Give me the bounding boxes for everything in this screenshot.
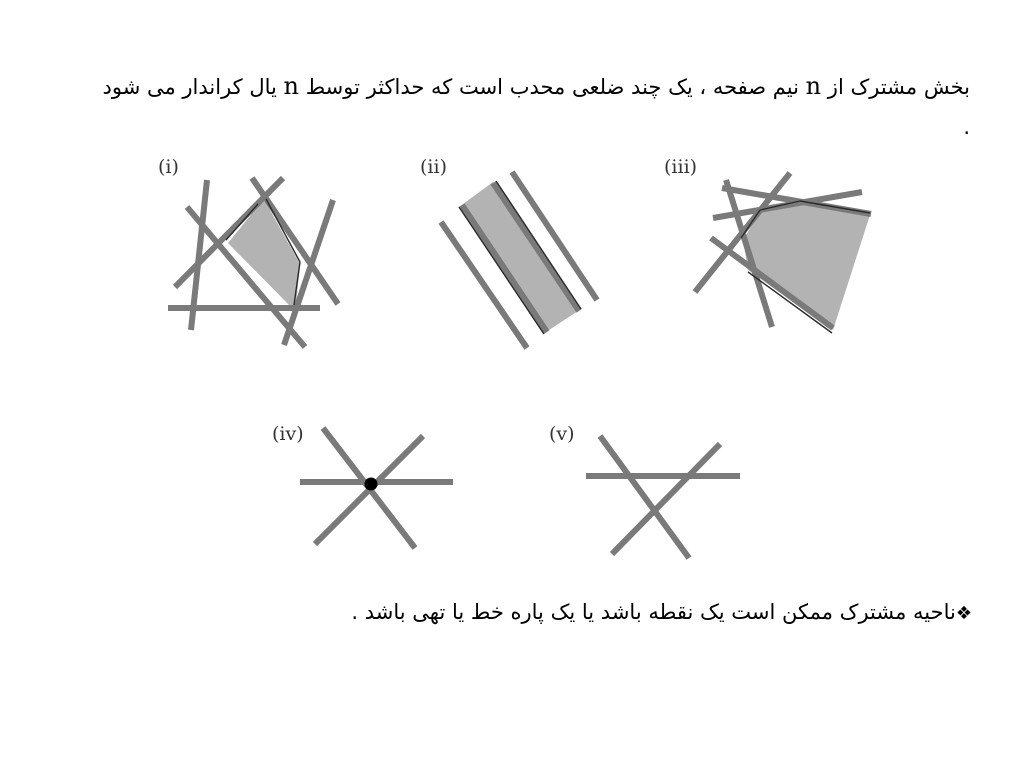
panel-v-line-2 bbox=[600, 436, 689, 558]
panel-iii bbox=[664, 156, 871, 333]
panel-i-label: (i) bbox=[158, 156, 179, 178]
panel-iii-label: (iii) bbox=[664, 156, 698, 178]
diamond-bullet-icon: ❖ bbox=[955, 603, 972, 624]
panel-iv bbox=[272, 423, 453, 548]
paragraph-n2: n bbox=[283, 72, 300, 100]
paragraph-part1: بخش مشترک از bbox=[827, 75, 970, 99]
paragraph-part3: یال کراندار می شود . bbox=[102, 75, 970, 139]
panel-v-label: (v) bbox=[549, 423, 575, 445]
bullet-text: ناحیه مشترک ممکن است یک نقطه باشد یا یک پاره خط یا تهی باشد . bbox=[351, 600, 956, 624]
panel-ii bbox=[420, 156, 597, 348]
paragraph-n1: n bbox=[805, 72, 822, 100]
paragraph-part2: نیم صفحه ، یک چند ضلعی محدب است که حداکثر توسط bbox=[305, 75, 799, 99]
panel-v-line-3 bbox=[612, 444, 720, 554]
panel-ii-region bbox=[459, 182, 578, 334]
panel-iv-intersection-point bbox=[365, 478, 378, 491]
panel-v bbox=[549, 423, 740, 558]
panel-i bbox=[158, 156, 338, 347]
bullet-point bbox=[260, 594, 972, 632]
panel-ii-label: (ii) bbox=[420, 156, 447, 178]
panel-i-region bbox=[228, 201, 300, 305]
panel-iv-label: (iv) bbox=[272, 423, 304, 445]
